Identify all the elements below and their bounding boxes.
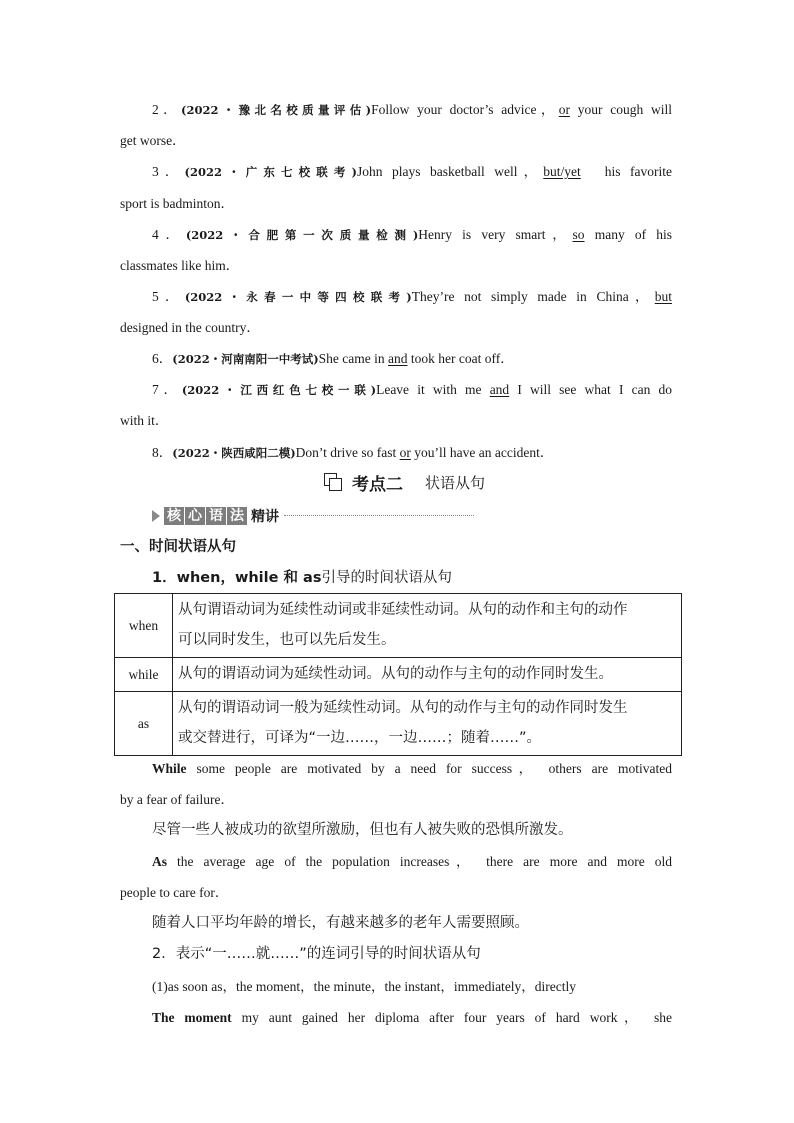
- exercise-answer: and: [489, 382, 510, 397]
- example-keyword: While: [152, 761, 187, 776]
- table-row: [115, 594, 682, 658]
- exercise-6: [152, 347, 672, 367]
- core-char: 心: [185, 507, 205, 525]
- exercise-source: (2022・江西红色七校一联): [181, 383, 377, 397]
- section-title: [324, 470, 485, 494]
- table-line: 从句的谓语动词一般为延续性动词。从句的动作与主句的动作同时发生: [178, 700, 628, 716]
- heading-when-while-as: [152, 566, 452, 587]
- exercise-7-continued: with it．: [120, 413, 169, 428]
- heading-time-clause: 一、时间状语从句: [120, 539, 236, 555]
- exercise-5-continued: designed in the country．: [120, 320, 260, 335]
- exercise-3: [152, 160, 672, 180]
- table-key: while: [115, 658, 173, 692]
- example-the-moment: [152, 1006, 672, 1026]
- exercise-number: 3．: [152, 164, 185, 179]
- example-while: [152, 757, 672, 777]
- example-text: some people are motivated by a need for success， others are motivated: [186, 761, 672, 776]
- exercise-source: (2022・广东七校联考): [184, 165, 357, 179]
- exercise-text: Follow your doctor’s advice，: [371, 102, 559, 117]
- table-value: [173, 658, 682, 692]
- exercise-2: [152, 98, 672, 118]
- exercise-3-continued: sport is badminton．: [120, 196, 234, 211]
- exercise-number: 8．: [152, 445, 173, 460]
- exercise-source: (2022・河南南阳一中考试): [172, 352, 319, 366]
- exercise-source: (2022・陕西咸阳二模): [172, 446, 296, 460]
- example-as: [152, 850, 672, 870]
- exercise-answer: and: [388, 351, 408, 366]
- table-key: when: [115, 594, 173, 658]
- table-line: 从句谓语动词为延续性动词或非延续性动词。从句的动作和主句的动作: [178, 602, 628, 618]
- exercise-text: They’re not simply made in China，: [411, 289, 655, 304]
- exercise-5: [152, 285, 672, 305]
- exercise-number: 6．: [152, 351, 173, 366]
- exercise-text: you’ll have an accident．: [410, 445, 554, 460]
- section-subtitle: 状语从句: [425, 473, 486, 492]
- exercise-text: Don’t drive so fast: [295, 445, 400, 460]
- example-text: the average age of the population increases， there are more and more old: [167, 854, 672, 869]
- example-keyword: The moment: [152, 1010, 232, 1025]
- exercise-source: (2022・豫北名校质量评估): [181, 103, 372, 117]
- dotted-divider: [284, 515, 474, 516]
- exercise-text: his favorite: [595, 164, 673, 179]
- example-as-translation: 随着人口平均年龄的增长，有越来越多的老年人需要照顾。: [152, 915, 529, 931]
- exercise-2-continued: get worse．: [120, 133, 186, 148]
- exercise-text: Henry is very smart，: [418, 227, 573, 242]
- exercise-text: John plays basketball well，: [357, 164, 544, 179]
- exercise-number: 2．: [152, 102, 181, 117]
- exercise-text: I will see what I can do: [509, 382, 673, 397]
- heading-label: 1．when，while 和 as: [152, 570, 322, 586]
- exercise-text: Leave it with me: [376, 382, 490, 397]
- example-as-continued: people to care for．: [120, 885, 229, 900]
- exercise-text: many of his: [584, 227, 673, 242]
- exercise-number: 4．: [152, 227, 186, 242]
- core-char: 核: [164, 507, 184, 525]
- grammar-table: [114, 593, 682, 756]
- exercise-4: [152, 223, 672, 243]
- exercise-8: [152, 441, 672, 461]
- exercise-source: (2022・合肥第一次质量检测): [185, 228, 419, 242]
- table-line: 可以同时发生，也可以先后发生。: [178, 632, 396, 648]
- heading-as-soon-as: 2．表示“一……就……”的连词引导的时间状语从句: [152, 946, 481, 962]
- table-value: [173, 692, 682, 756]
- example-text: my aunt gained her diploma after four years of hard work， she: [231, 1010, 672, 1025]
- heading-rest: 引导的时间状语从句: [321, 570, 452, 586]
- exercise-number: 7．: [152, 382, 182, 397]
- exercise-number: 5．: [152, 289, 185, 304]
- section-main-title: 考点二: [352, 474, 403, 495]
- section-squares-icon: [324, 473, 342, 491]
- exercise-source: (2022・永春一中等四校联考): [184, 290, 412, 304]
- table-line: 或交替进行，可译为“一边……，一边……；随着……”。: [178, 730, 542, 746]
- exercise-text: your cough will: [570, 102, 673, 117]
- table-value: [173, 594, 682, 658]
- exercise-answer: but/yet: [543, 164, 581, 179]
- core-bar-tail: 精讲: [251, 509, 279, 525]
- core-char: 法: [227, 507, 247, 525]
- table-row: [115, 692, 682, 756]
- example-while-continued: by a fear of failure．: [120, 792, 234, 807]
- table-row: [115, 658, 682, 692]
- exercise-answer: but: [654, 289, 673, 304]
- core-char: 语: [206, 507, 226, 525]
- conjunction-list: (1)as soon as，the moment，the minute，the instant，immediately，directly: [152, 979, 577, 994]
- example-while-translation: 尽管一些人被成功的欲望所激励，但也有人被失败的恐惧所激发。: [152, 822, 573, 838]
- triangle-icon: [152, 510, 160, 522]
- core-grammar-bar: [152, 506, 279, 526]
- exercise-7: [152, 378, 672, 398]
- exercise-4-continued: classmates like him．: [120, 258, 240, 273]
- table-key: as: [115, 692, 173, 756]
- exercise-answer: so: [572, 227, 585, 242]
- exercise-answer: or: [399, 445, 411, 460]
- example-keyword: As: [152, 854, 168, 869]
- exercise-text: took her coat off．: [407, 351, 514, 366]
- exercise-answer: or: [558, 102, 571, 117]
- table-line: 从句的谓语动词为延续性动词。从句的动作与主句的动作同时发生。: [178, 666, 613, 682]
- exercise-text: She came in: [318, 351, 388, 366]
